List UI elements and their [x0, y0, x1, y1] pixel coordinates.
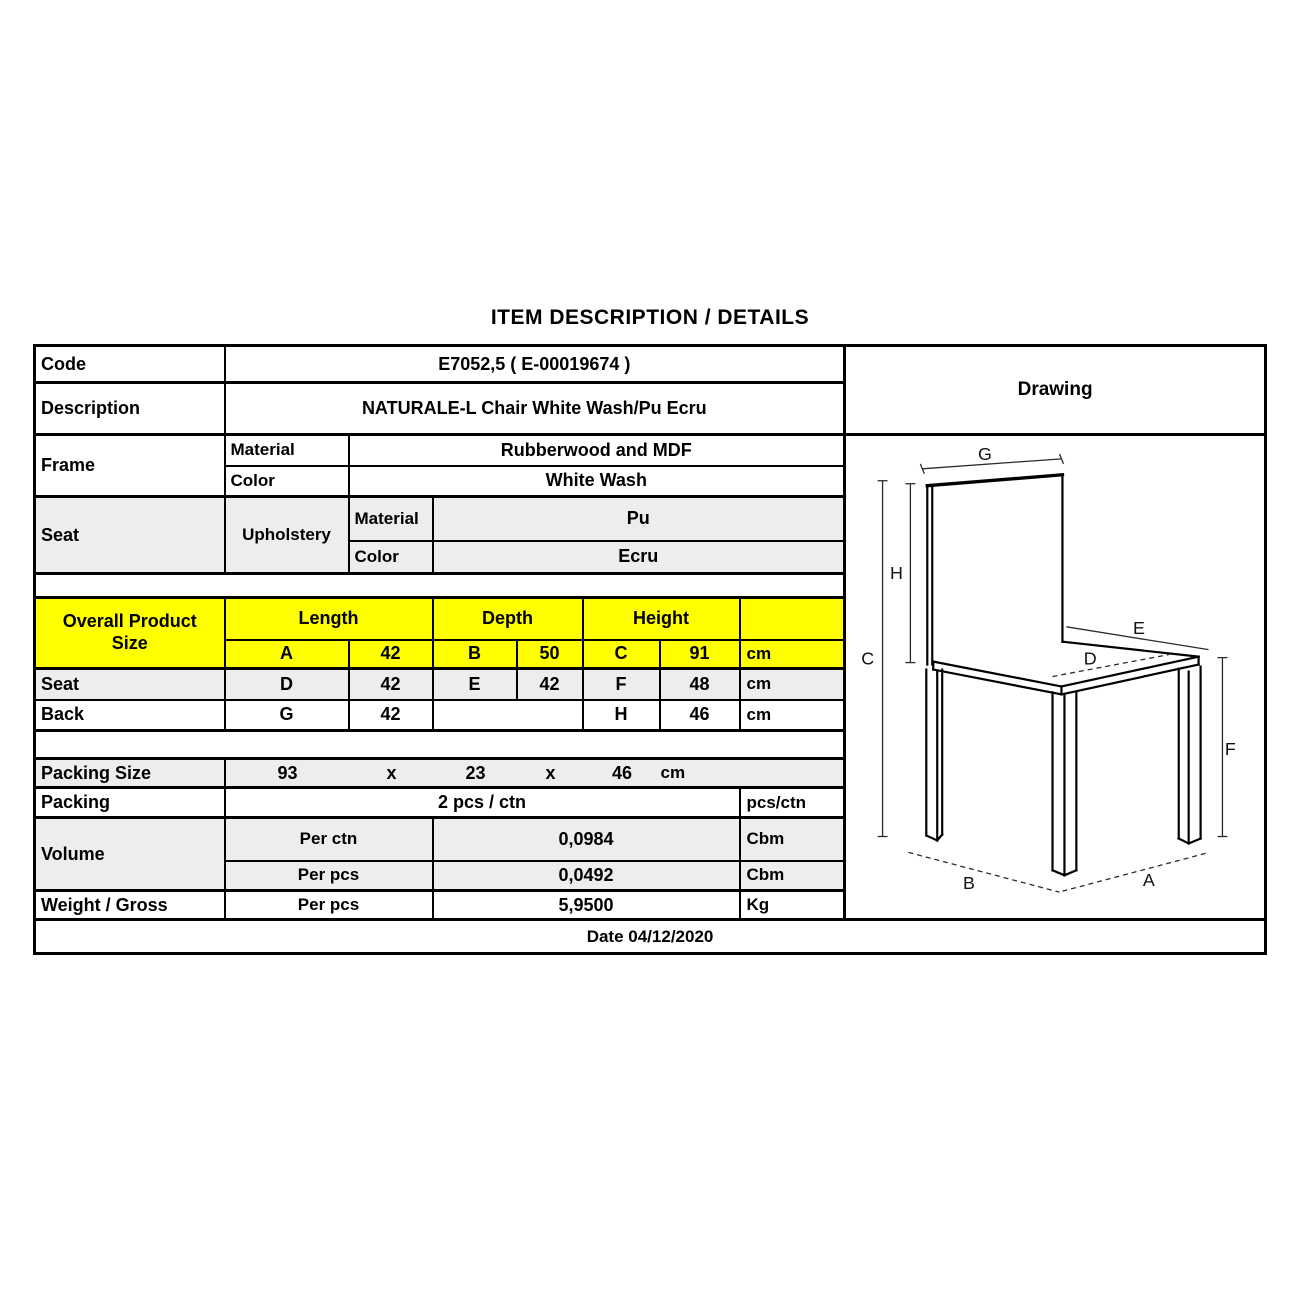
back-depth-empty	[433, 700, 583, 731]
seat-label: Seat	[35, 497, 225, 574]
depth-header: Depth	[433, 598, 583, 640]
seat-length-key: D	[225, 669, 349, 700]
packing-size-depth: 23	[465, 762, 486, 783]
seat-height-value: 48	[660, 669, 740, 700]
seat-material-label: Material	[349, 497, 433, 541]
volume-per-ctn-value: 0,0984	[433, 818, 740, 861]
packing-size-height: 46	[611, 762, 633, 783]
volume-per-ctn-label: Per ctn	[225, 818, 433, 861]
size-header	[35, 598, 225, 669]
dim-label-g: G	[978, 443, 992, 464]
overall-height-key: C	[583, 640, 660, 669]
dim-label-b: B	[963, 873, 976, 894]
packing-size-length: 93	[277, 762, 298, 783]
back-size-label: Back	[35, 700, 225, 731]
frame-color-value: White Wash	[349, 466, 845, 497]
back-length-key: G	[225, 700, 349, 731]
dim-label-h: H	[890, 563, 904, 584]
frame-color-label: Color	[225, 466, 349, 497]
seat-color-value: Ecru	[433, 541, 845, 574]
seat-size-label: Seat	[35, 669, 225, 700]
height-header: Height	[583, 598, 740, 640]
dim-label-a: A	[1143, 870, 1155, 891]
description-value: NATURALE-L Chair White Wash/Pu Ecru	[225, 383, 845, 435]
weight-per-pcs-label: Per pcs	[225, 891, 433, 920]
packing-size-sep: x	[386, 762, 397, 783]
seat-depth-value: 42	[517, 669, 583, 700]
back-size-unit: cm	[740, 700, 845, 731]
weight-value: 5,9500	[433, 891, 740, 920]
weight-label: Weight / Gross	[35, 891, 225, 920]
overall-depth-key: B	[433, 640, 517, 669]
frame-label: Frame	[35, 435, 225, 497]
spacer-row	[35, 574, 845, 598]
back-height-key: H	[583, 700, 660, 731]
dim-label-f: F	[1225, 739, 1236, 760]
packing-size-value	[225, 759, 845, 788]
packing-unit: pcs/ctn	[740, 788, 845, 818]
code-label: Code	[35, 346, 225, 383]
frame-material-label: Material	[225, 435, 349, 466]
dim-label-d: D	[1083, 648, 1097, 669]
weight-unit: Kg	[740, 891, 845, 920]
volume-per-pcs-value: 0,0492	[433, 861, 740, 891]
overall-length-key: A	[225, 640, 349, 669]
back-height-value: 46	[660, 700, 740, 731]
packing-size-label: Packing Size	[35, 759, 225, 788]
overall-depth-value: 50	[517, 640, 583, 669]
seat-material-value: Pu	[433, 497, 845, 541]
volume-per-pcs-unit: Cbm	[740, 861, 845, 891]
packing-size-sep: x	[545, 762, 556, 783]
frame-material-value: Rubberwood and MDF	[349, 435, 845, 466]
item-spec-table	[33, 344, 1267, 955]
packing-value: 2 pcs / ctn	[225, 788, 740, 818]
seat-color-label: Color	[349, 541, 433, 574]
size-header-label: Overall Product Size	[62, 611, 197, 653]
code-value: E7052,5 ( E-00019674 )	[225, 346, 845, 383]
length-header: Length	[225, 598, 433, 640]
volume-per-ctn-unit: Cbm	[740, 818, 845, 861]
packing-label: Packing	[35, 788, 225, 818]
volume-per-pcs-label: Per pcs	[225, 861, 433, 891]
seat-height-key: F	[583, 669, 660, 700]
upholstery-label: Upholstery	[225, 497, 349, 574]
size-header-unit-cell	[740, 598, 845, 640]
overall-unit: cm	[740, 640, 845, 669]
date-row: Date 04/12/2020	[35, 920, 1266, 954]
spacer-row	[35, 731, 845, 759]
seat-size-unit: cm	[740, 669, 845, 700]
drawing-header: Drawing	[845, 346, 1266, 435]
overall-length-value: 42	[349, 640, 433, 669]
seat-depth-key: E	[433, 669, 517, 700]
seat-length-value: 42	[349, 669, 433, 700]
back-length-value: 42	[349, 700, 433, 731]
packing-size-unit: cm	[660, 763, 686, 782]
volume-label: Volume	[35, 818, 225, 891]
description-label: Description	[35, 383, 225, 435]
overall-height-value: 91	[660, 640, 740, 669]
dim-label-c: C	[861, 648, 875, 669]
chair-drawing	[846, 436, 1263, 918]
dim-label-e: E	[1133, 617, 1146, 638]
drawing-cell	[845, 435, 1266, 920]
page-title: ITEM DESCRIPTION / DETAILS	[490, 306, 810, 329]
